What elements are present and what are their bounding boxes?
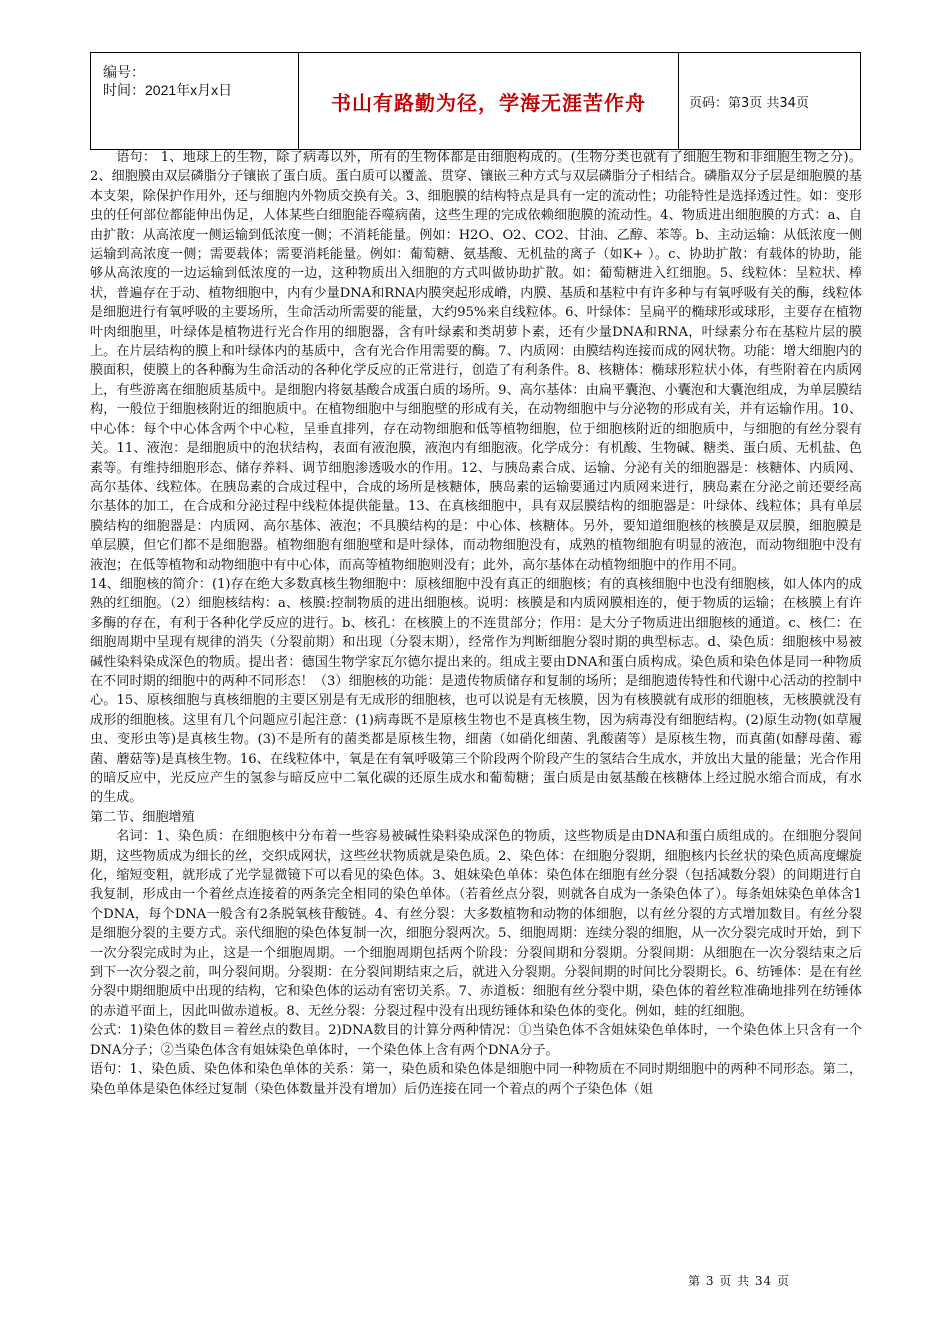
paragraph-nucleus: 14、细胞核的简介：(1)存在绝大多数真核生物细胞中：原核细胞中没有真正的细胞核；有的真核细胞中也没有细胞核，如人体内的成熟的红细胞。（2）细胞核结构：a、核膜:控制物质的进出细胞核。说明：核膜是和内质网膜相连的，便于物质的运输；在核膜上有许多酶的存在，有利于各种化学反应的进行。b、核孔：在核膜上的不连贯部分；作用：是大分子物质进出细胞核的通道。c、核仁：在细胞周期中呈现有规律的消失（分裂前期）和出现（分裂末期），经常作为判断细胞分裂时期的典型标志。d、染色质：细胞核中易被碱性染料染成深色的物质。提出者：德国生物学家瓦尔德尔提出来的。组成主要由DNA和蛋白质构成。染色质和染色体是同一种物质在不同时期的细胞中的两种不同形态！（3）细胞核的功能：是遗传物质储存和复制的场所；是细胞遗传特性和代谢中心活动的控制中心。15、原核细胞与真核细胞的主要区别是有无成形的细胞核，也可以说是有无核膜，因为有核膜就有成形的细胞核，无核膜就没有成形的细胞核。这里有几个问题应引起注意：(1)病毒既不是原核生物也不是真核生物，因为病毒没有细胞结构。(2)原生动物(如草履虫、变形虫等)是真核生物。(3)不是所有的菌类都是原核生物，细菌（如硝化细菌、乳酸菌等）是原核生物，而真菌(如酵母菌、霉菌、蘑菇等)是真核生物。16、在线粒体中，氧是在有氧呼吸第三个阶段两个阶段产生的氢结合生成水，并放出大量的能量；光合作用的暗反应中，光反应产生的氢参与暗反应中二氧化碳的还原生成水和葡萄糖；蛋白质是由氨基酸在核糖体上经过脱水缩合而成，有水的生成。 bbox=[90, 576, 862, 806]
page-header bbox=[90, 52, 861, 150]
header-motto: 书山有路勤为径，学海无涯苦作舟 bbox=[299, 53, 679, 149]
document-body bbox=[90, 148, 862, 1099]
number-label: 编号： bbox=[103, 64, 145, 80]
paragraph-statements-2: 语句：1、染色质、染色体和染色单体的关系：第一，染色质和染色体是细胞中同一种物质在不同时期细胞中的两种不同形态。第二，染色单体是染色体经过复制（染色体数量并没有增加）后仍连接在同一个着点的两个子染色体（姐 bbox=[90, 1062, 862, 1097]
paragraph-terms: 名词：1、染色质：在细胞核中分布着一些容易被碱性染料染成深色的物质，这些物质是由DNA和蛋白质组成的。在细胞分裂间期，这些物质成为细长的丝，交织成网状，这些丝状物质就是染色质。2、染色体：在细胞分裂期，细胞核内长丝状的染色质高度螺旋化，缩短变粗，就形成了光学显微镜下可以看见的染色体。3、姐妹染色单体：染色体在细胞有丝分裂（包括减数分裂）的间期进行自我复制，形成由一个着丝点连接着的两条完全相同的染色单体。（若着丝点分裂，则就各自成为一条染色体了）。每条姐妹染色单体含1个DNA，每个DNA一般含有2条脱氧核苷酸链。4、有丝分裂：大多数植物和动物的体细胞，以有丝分裂的方式增加数目。有丝分裂是细胞分裂的主要方式。亲代细胞的染色体复制一次，细胞分裂两次。5、细胞周期：连续分裂的细胞，从一次分裂完成时开始，到下一次分裂完成时为止，这是一个细胞周期。一个细胞周期包括两个阶段：分裂间期和分裂期。分裂间期：从细胞在一次分裂结束之后到下一次分裂之前，叫分裂间期。分裂期：在分裂间期结束之后，就进入分裂期。分裂间期的时间比分裂期长。6、纺锤体：是在有丝分裂中期细胞质中出现的结构，它和染色体的运动有密切关系。7、赤道板：细胞有丝分裂中期，染色体的着丝粒准确地排列在纺锤体的赤道平面上，因此叫做赤道板。8、无丝分裂：分裂过程中没有出现纺锤体和染色体的变化。例如，蛙的红细胞。 bbox=[90, 829, 862, 1019]
section-heading: 第二节、细胞增殖 bbox=[90, 809, 195, 825]
paragraph-statements: 语句： 1、地球上的生物，除了病毒以外，所有的生物体都是由细胞构成的。(生物分类也就有了细胞生物和非细胞生物之分)。2、细胞膜由双层磷脂分子镶嵌了蛋白质。蛋白质可以覆盖、贯穿、镶嵌三种方式与双层磷脂分子相结合。磷脂双分子层是细胞膜的基本支架，除保护作用外，还与细胞内外物质交换有关。3、细胞膜的结构特点是具有一定的流动性；功能特性是选择透过性。如：变形虫的任何部位都能伸出伪足，人体某些白细胞能吞噬病菌，这些生理的完成依赖细胞膜的流动性。4、物质进出细胞膜的方式：a、自由扩散：从高浓度一侧运输到低浓度一侧；不消耗能量。例如：H2O、O2、CO2、甘油、乙醇、苯等。b、主动运输：从低浓度一侧运输到高浓度一侧；需要载体；需要消耗能量。例如：葡萄糖、氨基酸、无机盐的离子（如K+ ）。c、协助扩散：有载体的协助，能够从高浓度的一边运输到低浓度的一边，这种物质出入细胞的方式叫做协助扩散。如：葡萄糖进入红细胞。5、线粒体：呈粒状、棒状，普遍存在于动、植物细胞中，内有少量DNA和RNA内膜突起形成嵴，内膜、基质和基粒中有许多种与有氧呼吸有关的酶，线粒体是细胞进行有氧呼吸的主要场所，生命活动所需要的能量，大约95%来自线粒体。6、叶绿体：呈扁平的椭球形或球形，主要存在植物叶肉细胞里，叶绿体是植物进行光合作用的细胞器，含有叶绿素和类胡萝卜素，还有少量DNA和RNA，叶绿素分布在基粒片层的膜上。在片层结构的膜上和叶绿体内的基质中，含有光合作用需要的酶。7、内质网：由膜结构连接而成的网状物。功能：增大细胞内的膜面积，使膜上的各种酶为生命活动的各种化学反应的正常进行，创造了有利条件。8、核糖体：椭球形粒状小体，有些附着在内质网上，有些游离在细胞质基质中。是细胞内将氨基酸合成蛋白质的场所。9、高尔基体：由扁平囊泡、小囊泡和大囊泡组成，为单层膜结构，一般位于细胞核附近的细胞质中。在植物细胞中与细胞壁的形成有关，在动物细胞中与分泌物的形成有关，并有运输作用。10、中心体：每个中心体含两个中心粒，呈垂直排列，存在动物细胞和低等植物细胞，位于细胞核附近的细胞质中，与细胞的有丝分裂有关。11、液泡：是细胞质中的泡状结构，表面有液泡膜，液泡内有细胞液。化学成分：有机酸、生物碱、糖类、蛋白质、无机盐、色素等。有维持细胞形态、储存养料、调节细胞渗透吸水的作用。12、与胰岛素合成、运输、分泌有关的细胞器是：核糖体、内质网、高尔基体、线粒体。在胰岛素的合成过程中，合成的场所是核糖体，胰岛素的运输要通过内质网来进行，胰岛素在分泌之前还要经高尔基体的加工，在合成和分泌过程中线粒体提供能量。13、在真核细胞中，具有双层膜结构的细胞器是：叶绿体、线粒体；具有单层膜结构的细胞器是：内质网、高尔基体、液泡；不具膜结构的是：中心体、核糖体。另外，要知道细胞核的核膜是双层膜，细胞膜是单层膜，但它们都不是细胞器。植物细胞有细胞壁和是叶绿体，而动物细胞没有，成熟的植物细胞有明显的液泡，而动物细胞中没有液泡；在低等植物和动物细胞中有中心体，而高等植物细胞则没有；此外，高尔基体在动植物细胞中的作用不同。 bbox=[90, 150, 862, 573]
page-footer: 第 3 页 共 34 页 bbox=[688, 1274, 790, 1288]
header-meta bbox=[91, 53, 299, 149]
paragraph-formulas: 公式：1)染色体的数目＝着丝点的数目。2)DNA数目的计算分两种情况：①当染色体不含姐妹染色单体时，一个染色体上只含有一个DNA分子；②当染色体含有姐妹染色单体时，一个染色体上含有两个DNA分子。 bbox=[90, 1023, 862, 1058]
header-page-label: 页码：第3页 共34页 bbox=[689, 95, 809, 111]
time-label: 时间：2021年x月x日 bbox=[103, 82, 233, 98]
